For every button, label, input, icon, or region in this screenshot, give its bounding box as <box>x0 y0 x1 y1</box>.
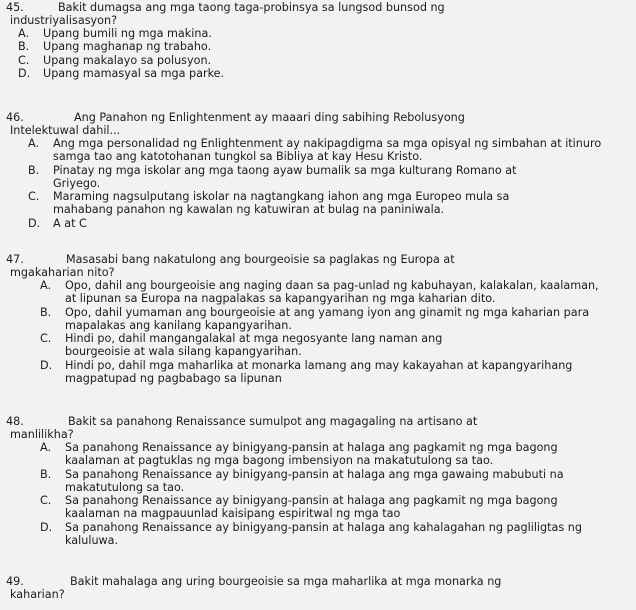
choice-letter: C. <box>18 53 30 67</box>
question-stem <box>6 1 628 14</box>
question-stem-continuation: mgakaharian nito? <box>10 266 115 279</box>
choice-letter: A. <box>28 137 40 150</box>
choice-letter: D. <box>40 520 53 534</box>
choice-text: Hindi po, dahil mangangalakal at mga negosyante lang naman ang bourgeoisie at wala silang kapangyarihan. <box>65 332 443 359</box>
question-stem-continuation: kaharian? <box>10 588 65 601</box>
question-stem-first-line: Bakit mahalaga ang uring bourgeoisie sa mga maharlika at mga monarka ng <box>70 575 502 588</box>
choice-text: A at C <box>53 216 87 230</box>
choice-item[interactable] <box>40 521 600 548</box>
question-stem <box>6 253 628 266</box>
choice-item[interactable] <box>18 40 418 53</box>
choice-letter: B. <box>40 305 52 319</box>
choice-item[interactable] <box>28 164 558 191</box>
question-46 <box>6 111 628 230</box>
choice-letter: D. <box>40 358 53 372</box>
choice-item[interactable] <box>40 359 580 386</box>
choice-text: Sa panahong Renaissance ay binigyang-pansin at halaga ang pagkamit ng mga bagong kaalaman na magpauunlad kaisipang espiritwal ng mga tao <box>65 494 558 521</box>
choice-text: Opo, dahil ang bourgeoisie ang naging daan sa pag-unlad ng kabuhayan, kalakalan, kaalaman, at lipunan sa Europa na nagpalakas sa kapangyarihan ng mga kaharian dito. <box>65 279 599 306</box>
choice-text: Upang maghanap ng trabaho. <box>43 40 212 54</box>
question-stem <box>6 415 628 428</box>
choice-list <box>6 27 418 80</box>
choice-letter: C. <box>28 190 40 204</box>
question-number: 49. <box>6 575 24 588</box>
question-stem-first-line: Bakit sa panahong Renaissance sumulpot ang magagaling na artisano at <box>68 415 478 428</box>
choice-item[interactable] <box>28 137 606 164</box>
choice-item[interactable] <box>28 190 548 217</box>
choice-item[interactable] <box>40 494 614 521</box>
choice-text: Ang mga personalidad ng Enlightenment ay nakipagdigma sa mga opisyal ng simbahan at itinuro samga tao ang katotohanan tungkol sa Bibliya at kay Hesu Kristo. <box>53 137 602 164</box>
question-stem-first-line: Bakit dumagsa ang mga taong taga-probinsya sa lungsod bunsod ng <box>58 1 445 14</box>
choice-text: Upang bumili ng mga makina. <box>43 27 212 40</box>
question-49 <box>6 575 628 601</box>
choice-item[interactable] <box>40 468 614 495</box>
choice-text: Opo, dahil yumaman ang bourgeoisie at ang yamang iyon ang ginamit ng mga kaharian para mapalakas ang kanilang kapangyarihan. <box>65 305 590 332</box>
choice-text: Pinatay ng mga iskolar ang mga taong ayaw bumalik sa mga kulturang Romano at Griyego. <box>53 163 517 190</box>
question-number: 47. <box>6 253 24 266</box>
choice-letter: C. <box>40 494 52 508</box>
question-number: 45. <box>6 1 24 14</box>
question-48 <box>6 415 628 547</box>
question-stem-first-line: Ang Panahon ng Enlightenment ay maaari ding sabihing Rebolusyong <box>74 111 465 124</box>
choice-letter: C. <box>40 332 52 346</box>
choice-text: Sa panahong Renaissance ay binigyang-pansin at halaga ang mga gawaing mabubuti na makatutulong sa tao. <box>65 467 564 494</box>
question-stem <box>6 575 628 588</box>
choice-letter: B. <box>18 40 30 54</box>
choice-item[interactable] <box>40 332 500 359</box>
choice-text: Sa panahong Renaissance ay binigyang-pansin at halaga ang kahalagahan ng pagliligtas ng kaluluwa. <box>65 520 582 548</box>
question-stem-continuation: industriyalisasyon? <box>10 14 118 27</box>
question-number: 48. <box>6 415 24 428</box>
choice-item[interactable] <box>40 441 614 468</box>
choice-item[interactable] <box>28 217 606 230</box>
choice-letter: A. <box>40 279 52 292</box>
question-stem <box>6 111 628 124</box>
choice-text: Maraming nagsulputang iskolar na nagtangkang iahon ang mga Europeo mula sa mahabang panahon ng kawalan ng katuwiran at bulag na paniniwala. <box>53 190 510 217</box>
choice-item[interactable] <box>18 54 418 67</box>
question-stem-continuation: manlilikha? <box>10 428 74 441</box>
question-45 <box>6 1 628 80</box>
choice-text: Upang mamasyal sa mga parke. <box>43 66 225 80</box>
choice-letter: D. <box>18 66 31 80</box>
choice-letter: D. <box>28 216 41 230</box>
choice-list <box>6 279 610 385</box>
choice-text: Sa panahong Renaissance ay binigyang-pansin at halaga ang pagkamit ng mga bagong kaalaman at pagtuklas ng mga bagong imbensiyon na makatutulong sa tao. <box>65 441 558 468</box>
choice-list <box>6 441 614 547</box>
question-47 <box>6 253 628 385</box>
choice-item[interactable] <box>40 306 610 333</box>
question-stem-first-line: Masasabi bang nakatulong ang bourgeoisie sa paglakas ng Europa at <box>66 253 455 266</box>
choice-text: Upang makalayo sa polusyon. <box>43 53 212 67</box>
choice-letter: B. <box>40 467 52 481</box>
choice-item[interactable] <box>18 27 418 40</box>
question-stem-continuation: Intelektuwal dahil... <box>10 124 121 137</box>
question-number: 46. <box>6 111 24 124</box>
choice-letter: A. <box>18 27 30 40</box>
choice-letter: B. <box>28 163 40 177</box>
choice-item[interactable] <box>40 279 610 306</box>
choice-letter: A. <box>40 441 52 454</box>
choice-text: Hindi po, dahil mga maharlika at monarka lamang ang may kakayahan at kapangyarihang magpatupad ng pagbabago sa lipunan <box>65 358 573 386</box>
choice-item[interactable] <box>18 67 418 80</box>
choice-list <box>6 137 606 230</box>
